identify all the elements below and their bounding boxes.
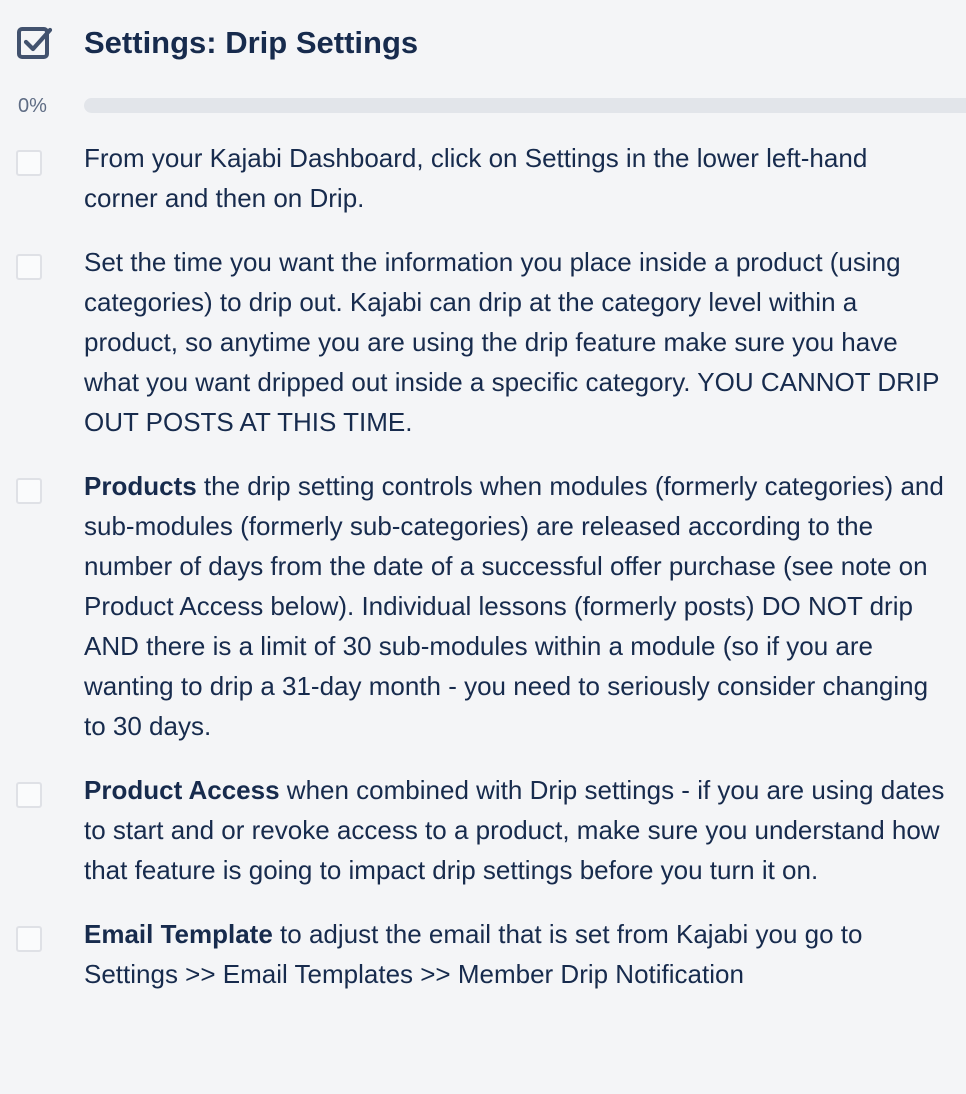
- checklist-item: [0, 770, 966, 890]
- item-checkbox[interactable]: [16, 150, 42, 176]
- item-text[interactable]: [84, 138, 946, 218]
- item-description: From your Kajabi Dashboard, click on Settings in the lower left-hand corner and then on Drip.: [84, 143, 868, 213]
- item-description: Set the time you want the information you place inside a product (using categories) to drip out. Kajabi can drip at the category level within a product, so anytime you are using the drip feature make sure you have what you want dripped out inside a specific category. YOU CANNOT DRIP OUT POSTS AT THIS TIME.: [84, 247, 940, 437]
- item-text[interactable]: [84, 242, 946, 442]
- item-checkbox[interactable]: [16, 782, 42, 808]
- item-bold-label: Product Access: [84, 775, 280, 805]
- checklist-progress: [0, 92, 966, 120]
- item-checkbox[interactable]: [16, 478, 42, 504]
- progress-bar: [84, 98, 966, 113]
- checklist-item: [0, 466, 966, 746]
- item-description: the drip setting controls when modules (formerly categories) and sub-modules (formerly sub-categories) are released according to the number of days from the date of a successful offer purchase (see note on Product Access below). Individual lessons (formerly posts) DO NOT drip AND there is a limit of 30 sub-modules within a module (so if you are wanting to drip a 31-day month - you need to seriously consider changing to 30 days.: [84, 471, 944, 741]
- item-description: to adjust the email that is set from Kajabi you go to Settings >> Email Templates >> Member Drip Notification: [84, 919, 863, 989]
- progress-percent: 0%: [18, 95, 47, 117]
- checklist-header: [0, 0, 966, 86]
- checklist-item: [0, 138, 966, 218]
- checklist-item: [0, 242, 966, 442]
- checkbox-checked-icon: [16, 26, 54, 62]
- item-text[interactable]: [84, 466, 946, 746]
- checklist-item: [0, 914, 966, 994]
- item-checkbox[interactable]: [16, 254, 42, 280]
- checklist-items: [0, 138, 966, 994]
- item-text[interactable]: [84, 914, 946, 994]
- item-description: when combined with Drip settings - if you are using dates to start and or revoke access to a product, make sure you understand how that feature is going to impact drip settings before you turn it on.: [84, 775, 945, 885]
- item-bold-label: Products: [84, 471, 197, 501]
- item-checkbox[interactable]: [16, 926, 42, 952]
- item-text[interactable]: [84, 770, 946, 890]
- checklist-title[interactable]: Settings: Drip Settings: [84, 25, 419, 60]
- item-bold-label: Email Template: [84, 919, 273, 949]
